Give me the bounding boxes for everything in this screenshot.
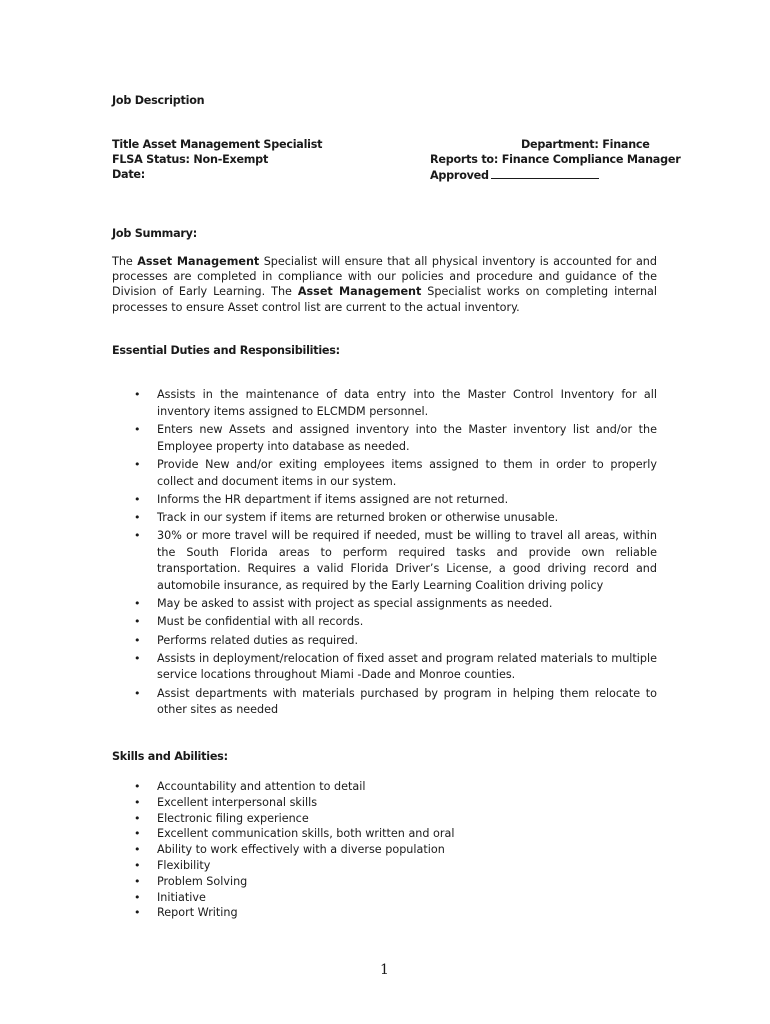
duties-item-text: Assists in the maintenance of data entry into the Master Control Inventory for all inventory items assigned to ELCMDM personnel. (157, 388, 657, 418)
summary-text-1: The (112, 255, 138, 268)
duties-list-item (112, 596, 657, 613)
duties-list-item (112, 422, 657, 456)
skills-item-text: Electronic filing experience (157, 811, 309, 825)
bullet-icon: • (134, 597, 141, 611)
reports-to: Reports to: Finance Compliance Manager (430, 153, 681, 166)
skills-item-text: Excellent interpersonal skills (157, 795, 318, 809)
skills-list-item (112, 795, 454, 811)
bullet-icon: • (134, 510, 141, 524)
duties-item-text: Enters new Assets and assigned inventory into the Master inventory list and/or the Employee property into database as needed. (157, 422, 657, 453)
skills-item-text: Accountability and attention to detail (157, 780, 366, 793)
skills-list-item (112, 890, 454, 906)
skills-item-text: Excellent communication skills, both written and oral (157, 827, 455, 841)
bullet-icon: • (134, 492, 141, 506)
summary-heading: Job Summary: (112, 227, 197, 240)
duties-list-item (112, 614, 657, 631)
skills-list-item (112, 842, 454, 858)
summary-text-3: Specialist works on completing internal processes to ensure Asset control list are current to the actual inventory. (112, 285, 657, 314)
skills-item-text: Problem Solving (157, 874, 248, 888)
duties-item-text: May be asked to assist with project as special assignments as needed. (157, 597, 553, 611)
job-title: Title Asset Management Specialist (112, 138, 323, 151)
bullet-icon: • (134, 858, 141, 872)
summary-paragraph (112, 254, 657, 315)
skills-heading: Skills and Abilities: (112, 750, 228, 763)
document-heading: Job Description (112, 94, 205, 107)
bullet-icon: • (134, 795, 141, 809)
bullet-icon: • (134, 388, 141, 401)
duties-list-item (112, 387, 657, 421)
duties-item-text: Must be confidential with all records. (157, 615, 364, 629)
duties-list-item (112, 686, 657, 720)
skills-item-text: Flexibility (157, 858, 211, 872)
skills-list-item (112, 826, 454, 842)
duties-item-text: Provide New and/or exiting employees items assigned to them in order to properly collect and document items in our system. (157, 457, 657, 488)
approved-label: Approved (430, 169, 489, 182)
skills-list-item (112, 811, 454, 827)
bullet-icon: • (134, 906, 141, 920)
bullet-icon: • (134, 457, 141, 471)
duties-heading: Essential Duties and Responsibilities: (112, 344, 340, 357)
skills-item-text: Initiative (157, 890, 206, 904)
bullet-icon: • (134, 633, 141, 647)
duties-item-text: Track in our system if items are returned broken or otherwise unusable. (157, 510, 559, 524)
skills-item-text: Report Writing (157, 906, 238, 920)
skills-item-text: Ability to work effectively with a diverse population (157, 843, 445, 857)
skills-list-item (112, 905, 454, 921)
duties-list-item (112, 510, 657, 527)
duties-list (112, 387, 657, 720)
bullet-icon: • (134, 890, 141, 904)
skills-list (112, 779, 454, 921)
approved-line (430, 168, 599, 182)
bullet-icon: • (134, 615, 141, 629)
bullet-icon: • (134, 874, 141, 888)
summary-keyword-2: Asset Management (297, 285, 422, 299)
duties-list-item (112, 492, 657, 509)
duties-list-item (112, 633, 657, 650)
flsa-status: FLSA Status: Non-Exempt (112, 153, 269, 166)
summary-text-2: Specialist will ensure that all physical inventory is accounted for and processes are completed in compliance with our policies and procedure and guidance of the Division of Early Learning. The (112, 255, 657, 299)
department: Department: Finance (521, 138, 650, 151)
skills-list-item (112, 779, 454, 795)
page-number: 1 (380, 962, 389, 978)
date-label: Date: (112, 168, 145, 181)
duties-list-item (112, 528, 657, 595)
duties-item-text: Performs related duties as required. (157, 633, 359, 647)
bullet-icon: • (134, 651, 141, 665)
bullet-icon: • (134, 780, 141, 793)
duties-item-text: Informs the HR department if items assigned are not returned. (157, 492, 509, 506)
duties-list-item (112, 651, 657, 685)
bullet-icon: • (134, 827, 141, 841)
skills-list-item (112, 858, 454, 874)
duties-item-text: Assists in deployment/relocation of fixed asset and program related materials to multiple service locations throughout Miami -Dade and Monroe counties. (157, 651, 657, 682)
summary-keyword-1: Asset Management (137, 255, 260, 268)
duties-item-text: Assist departments with materials purchased by program in helping them relocate to other sites as needed (157, 686, 657, 717)
duties-item-text: 30% or more travel will be required if needed, must be willing to travel all areas, within the South Florida areas to perform required tasks and provide own reliable transportation. Requires a valid Florida Driver’s License, a good driving record and automobile insurance, as required by the Early Learning Coalition driving policy (157, 528, 657, 593)
bullet-icon: • (134, 422, 141, 436)
bullet-icon: • (134, 843, 141, 857)
skills-list-item (112, 874, 454, 890)
approved-signature-blank (491, 168, 599, 179)
bullet-icon: • (134, 528, 141, 542)
bullet-icon: • (134, 811, 141, 825)
duties-list-item (112, 457, 657, 491)
bullet-icon: • (134, 686, 141, 700)
